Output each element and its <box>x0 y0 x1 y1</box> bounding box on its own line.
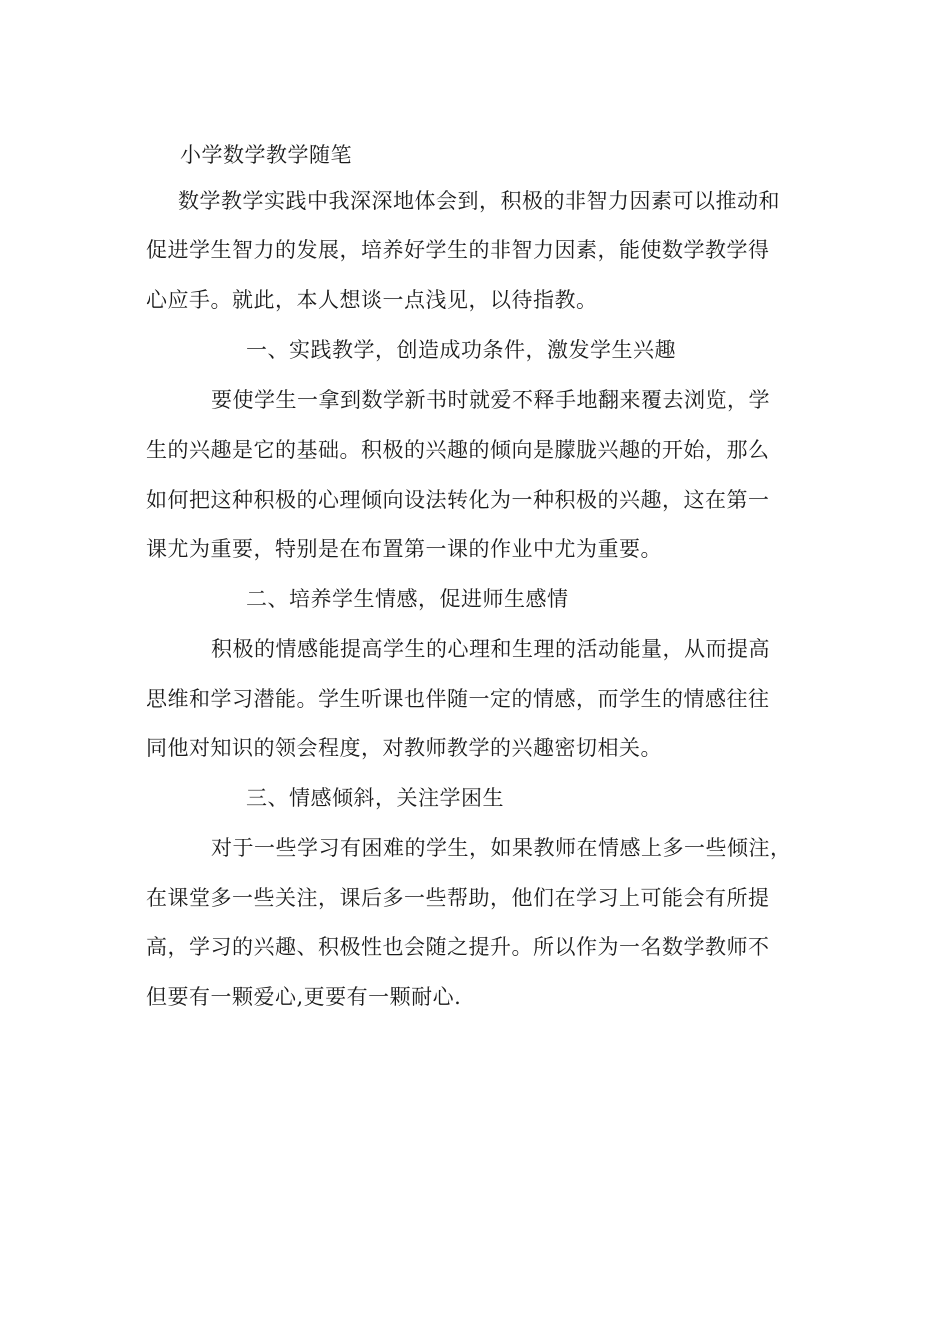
intro-line-2: 促进学生智力的发展，培养好学生的非智力因素，能使数学教学得 <box>146 238 770 262</box>
section-1-line-2: 生的兴趣是它的基础。积极的兴趣的倾向是朦胧兴趣的开始，那么 <box>146 438 770 462</box>
section-2-line-3: 同他对知识的领会程度，对教师教学的兴趣密切相关。 <box>146 736 662 760</box>
section-1-heading: 一、实践教学，创造成功条件，激发学生兴趣 <box>246 338 676 362</box>
section-2-heading: 二、培养学生情感，促进师生感情 <box>246 587 569 611</box>
section-2-line-2: 思维和学习潜能。学生听课也伴随一定的情感，而学生的情感往往 <box>146 687 770 711</box>
section-2-line-1: 积极的情感能提高学生的心理和生理的活动能量，从而提高 <box>211 637 770 661</box>
intro-line-3: 心应手。就此，本人想谈一点浅见，以待指教。 <box>146 288 598 312</box>
section-3-line-3: 高，学习的兴趣、积极性也会随之提升。所以作为一名数学教师不 <box>146 935 770 959</box>
section-3-line-4: 但要有一颗爱心,更要有一颗耐心. <box>146 985 462 1009</box>
section-3-heading: 三、情感倾斜，关注学困生 <box>246 786 504 810</box>
section-3-line-1: 对于一些学习有困难的学生，如果教师在情感上多一些倾注， <box>211 836 792 860</box>
section-1-line-3: 如何把这种积极的心理倾向设法转化为一种积极的兴趣，这在第一 <box>146 488 770 512</box>
intro-line-1: 数学教学实践中我深深地体会到，积极的非智力因素可以推动和 <box>178 189 780 213</box>
section-1-line-4: 课尤为重要，特别是在布置第一课的作业中尤为重要。 <box>146 537 662 561</box>
document-title: 小学数学教学随笔 <box>180 143 352 167</box>
section-1-line-1: 要使学生一拿到数学新书时就爱不释手地翻来覆去浏览，学 <box>211 388 770 412</box>
section-3-line-2: 在课堂多一些关注，课后多一些帮助，他们在学习上可能会有所提 <box>146 886 770 910</box>
